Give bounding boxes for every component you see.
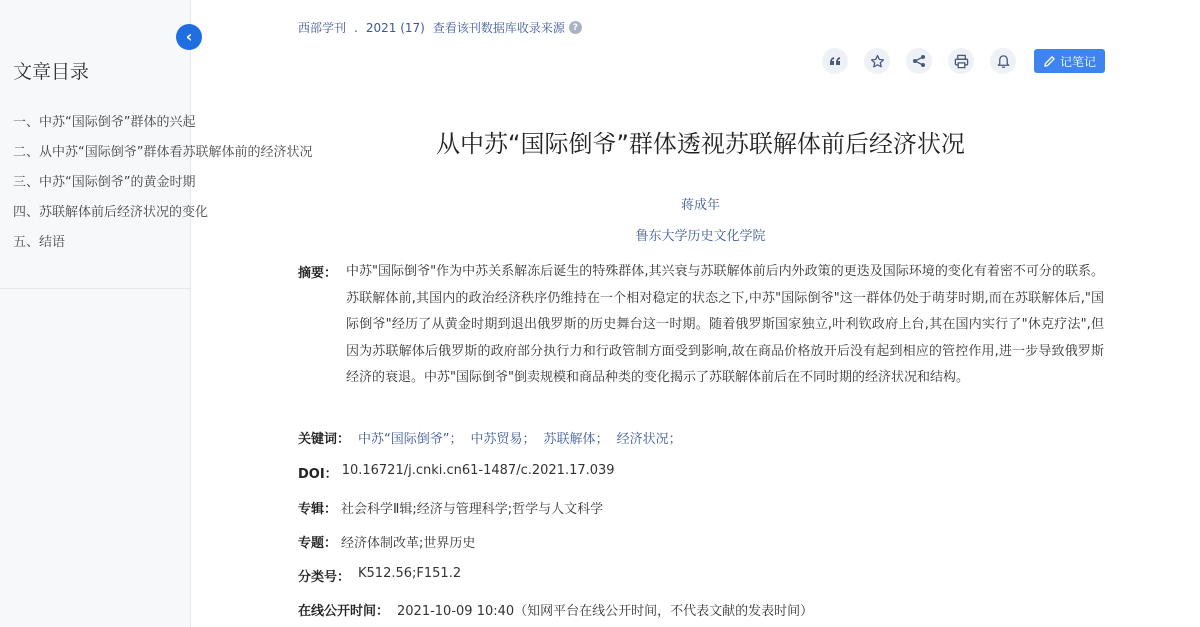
topic-value: 经济体制改革;世界历史	[341, 536, 476, 551]
keywords-row: 关键词： 中苏“国际倒爷” ； 中苏贸易 ； 苏联解体 ； 经济状况 ；	[298, 428, 690, 447]
keyword-link[interactable]: 中苏贸易	[470, 432, 523, 447]
series-value: 社会科学Ⅱ辑;经济与管理科学;哲学与人文科学	[341, 502, 604, 517]
toc-item-2[interactable]: 二、从中苏“国际倒爷”群体看苏联解体前的经济状况	[13, 145, 313, 160]
chevron-left-icon: ‹	[185, 27, 193, 46]
bell-icon[interactable]	[990, 48, 1016, 74]
help-icon[interactable]: ?	[569, 21, 582, 34]
keyword-link[interactable]: 经济状况	[616, 432, 669, 447]
take-note-label: 记笔记	[1060, 54, 1097, 69]
toc-item-1[interactable]: 一、中苏“国际倒爷”群体的兴起	[13, 115, 196, 130]
series-row	[298, 498, 603, 517]
keywords-label: 关键词：	[298, 432, 351, 447]
toc-item-3[interactable]: 三、中苏“国际倒爷”的黄金时期	[13, 175, 196, 190]
article-title: 从中苏“国际倒爷”群体透视苏联解体前后经济状况	[436, 130, 965, 158]
keyword-link[interactable]: 中苏“国际倒爷”	[358, 432, 450, 447]
doi-value: 10.16721/j.cnki.cn61-1487/c.2021.17.039	[341, 463, 615, 478]
db-source-link[interactable]: 查看该刊数据库收录来源	[432, 21, 565, 35]
toc-item-4[interactable]: 四、苏联解体前后经济状况的变化	[13, 205, 209, 220]
star-icon[interactable]	[864, 48, 890, 74]
keyword-link[interactable]: 苏联解体	[543, 432, 596, 447]
class-value: K512.56;F151.2	[358, 566, 462, 581]
online-time-label: 在线公开时间：	[298, 604, 390, 619]
online-time-row	[298, 600, 813, 619]
print-icon[interactable]	[948, 48, 974, 74]
abstract-text: 中苏"国际倒爷"作为中苏关系解冻后诞生的特殊群体,其兴衰与苏联解体前后内外政策的更迭及国际环境的变化有着密不可分的联系。苏联解体前,其国内的政治经济秩序仍维持在一个相对稳定的状态之下,中苏"国际倒爷"这一群体仍处于萌芽时期,而在苏联解体后,"国际倒爷"经历了从黄金时期到退出俄罗斯的历史舞台这一时期。随着俄罗斯国家独立,叶利钦政府上台,其在国内实行了"休克疗法",但因为苏联解体后俄罗斯的政府部分执行力和行政管制方面受到影响,故在商品价格放开后没有起到相应的管控作用,进一步导致俄罗斯经济的衰退。中苏"国际倒爷"倒卖规模和商品种类的变化揭示了苏联解体前后在不同时期的经济状况和结构。	[346, 264, 1104, 385]
topic-label: 专题：	[298, 536, 338, 551]
abstract-label: 摘要：	[298, 266, 338, 281]
pencil-icon	[1043, 55, 1056, 68]
source-separator: .	[354, 20, 358, 35]
share-icon[interactable]	[906, 48, 932, 74]
series-label: 专辑：	[298, 502, 338, 517]
source-line	[298, 19, 590, 36]
quote-icon[interactable]	[822, 48, 848, 74]
journal-issue-link[interactable]: 2021 (17)	[365, 20, 425, 35]
class-label: 分类号：	[298, 570, 351, 585]
topic-row	[298, 532, 475, 551]
author-link: 蒋成年	[680, 198, 720, 213]
take-note-button[interactable]	[1034, 49, 1105, 73]
sidebar-divider	[0, 288, 191, 289]
article-main	[191, 0, 1200, 627]
toc-title: 文章目录	[13, 61, 90, 83]
affiliation-link: 鲁东大学历史文化学院	[635, 229, 766, 244]
collapse-sidebar-button[interactable]	[176, 24, 202, 50]
toc-sidebar	[0, 0, 313, 627]
toc-item-5[interactable]: 五、结语	[13, 235, 66, 250]
journal-link[interactable]: 西部学刊	[298, 21, 347, 35]
doi-row	[298, 463, 615, 482]
doi-label: DOI：	[298, 467, 338, 482]
online-time-value: 2021-10-09 10:40（知网平台在线公开时间，不代表文献的发表时间）	[397, 604, 814, 619]
class-row	[298, 566, 461, 585]
article-toolbar	[822, 48, 1105, 74]
toc-list	[13, 113, 313, 263]
